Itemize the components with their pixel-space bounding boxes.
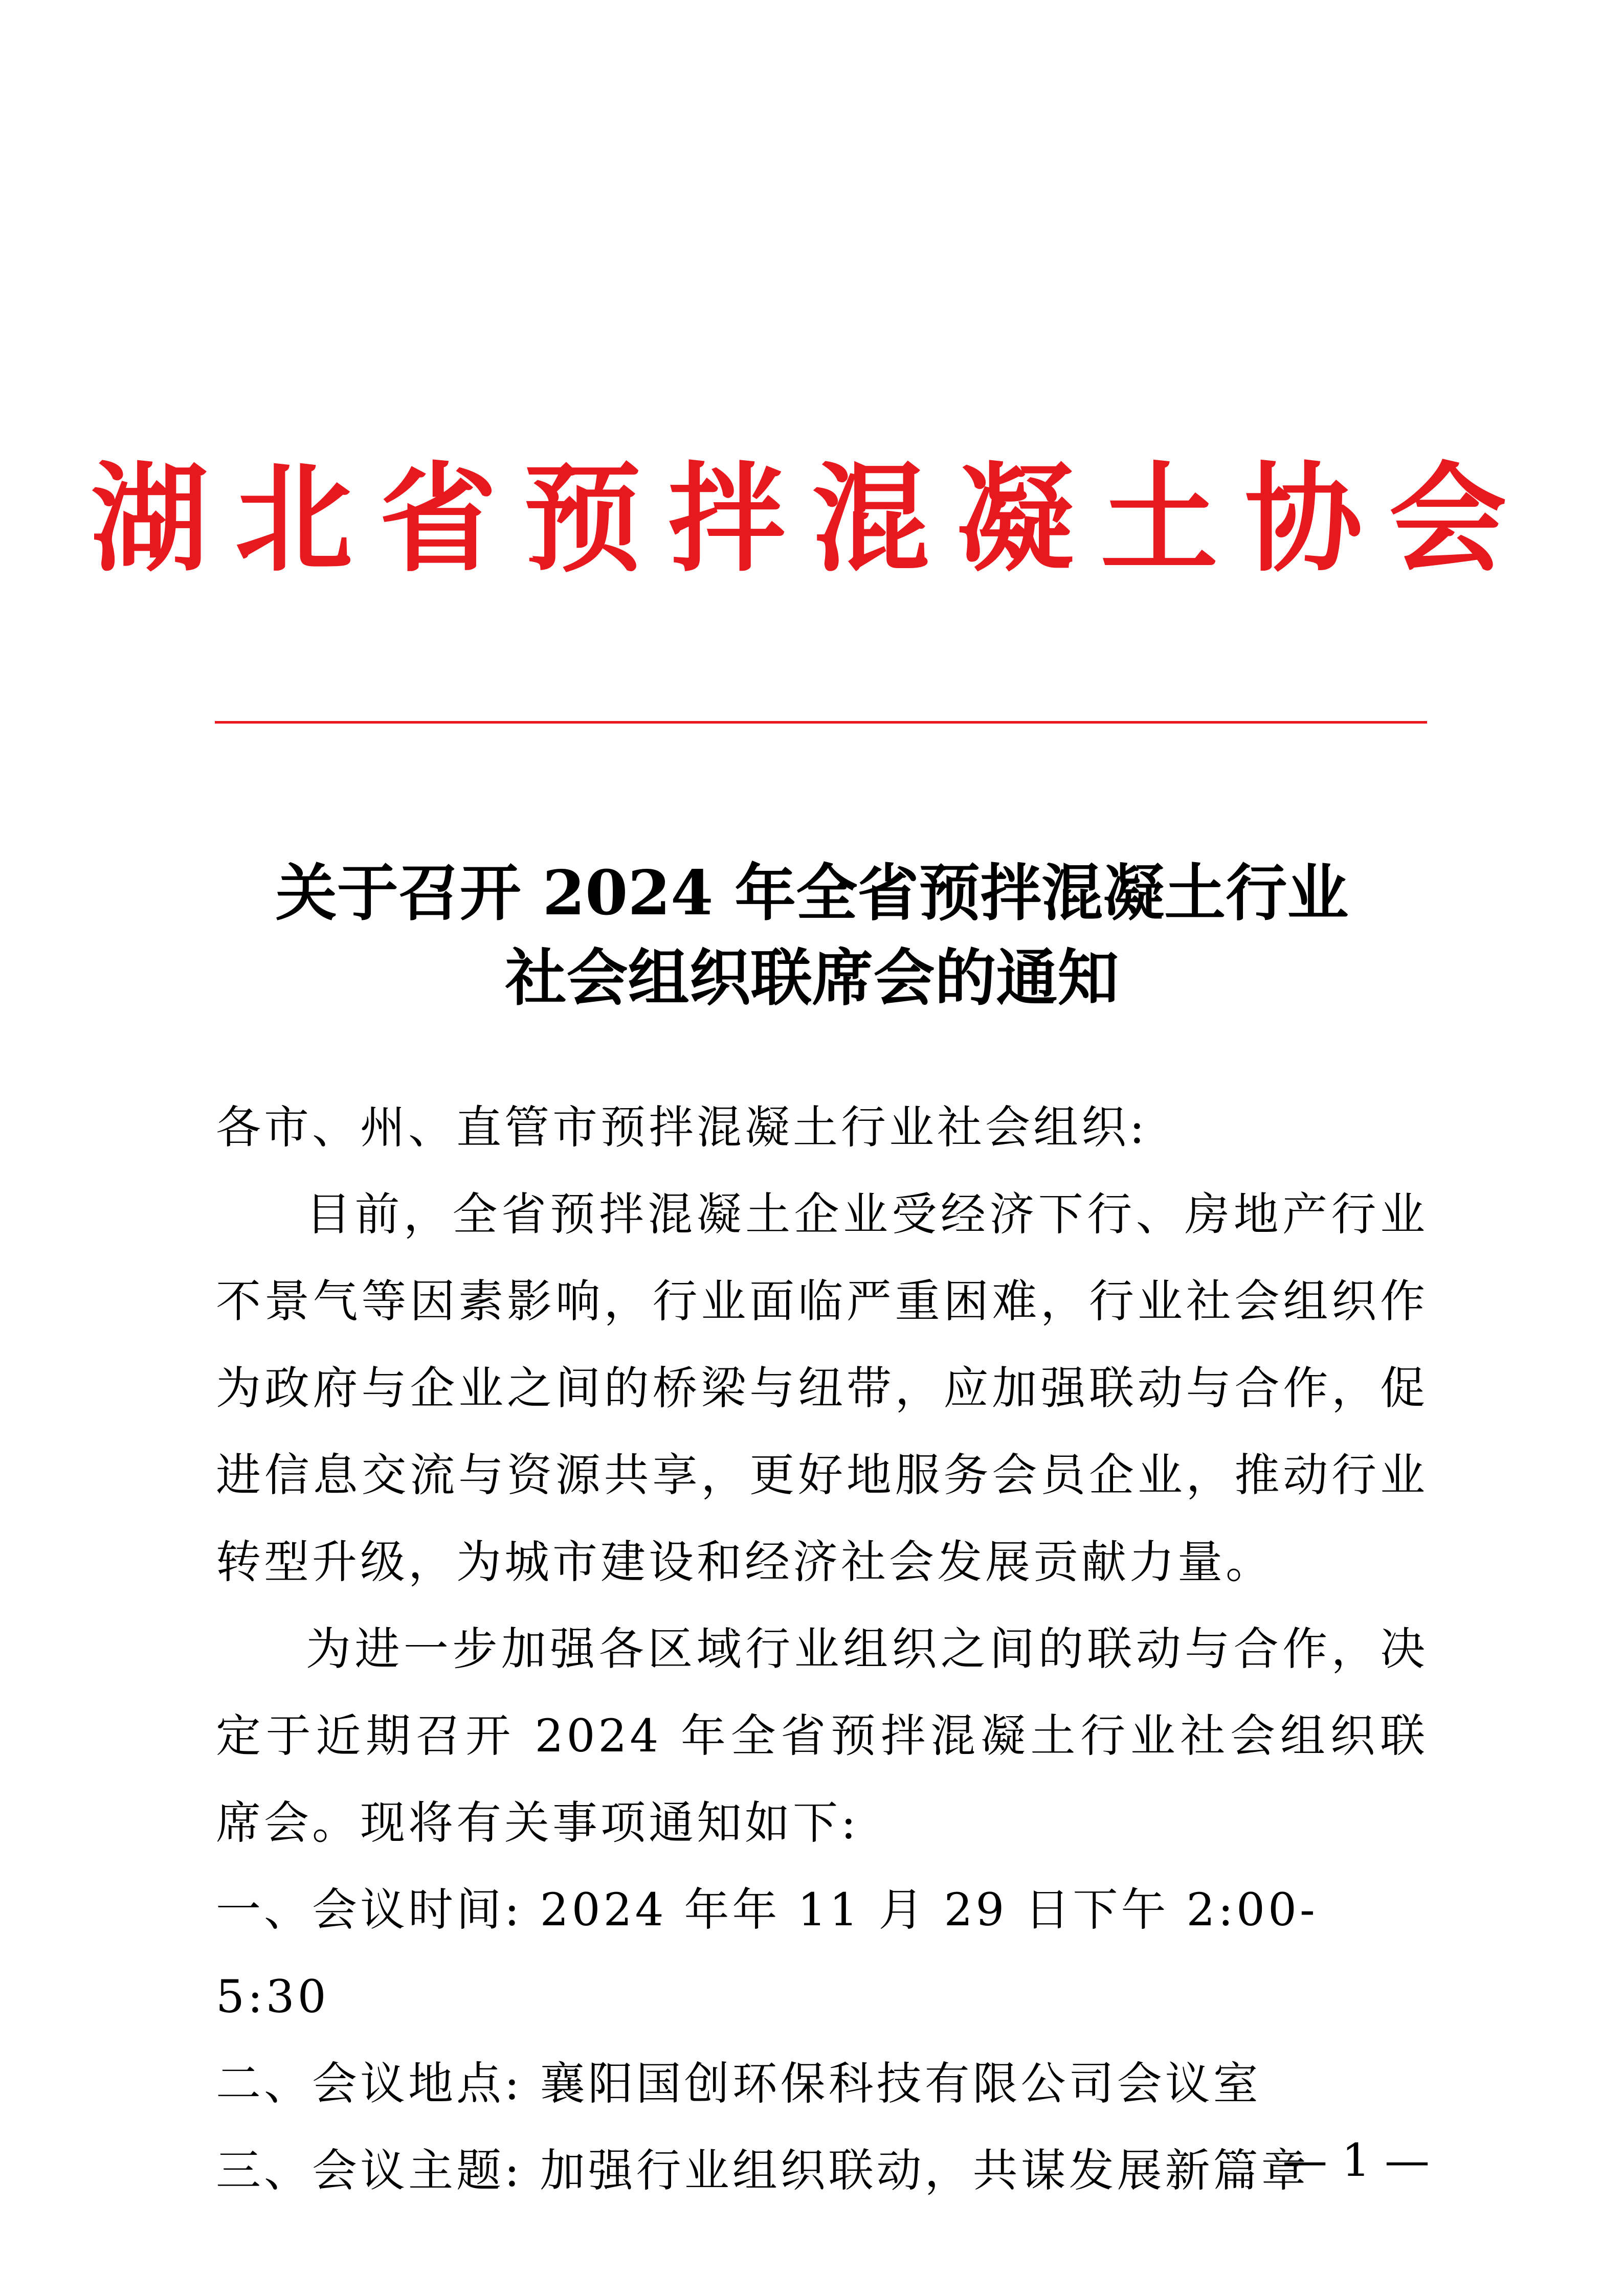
document-title-line-2: 社会组织联席会的通知 [505,942,1119,1014]
document-title-line-1: 关于召开 2024 年全省预拌混凝土行业 [275,857,1349,929]
organization-header: 湖北省预拌混凝土协会 [91,450,1533,588]
document-body [216,1084,1428,2214]
meeting-time-item: 一、会议时间: 2024 年年 11 月 29 日下午 2:00-5:30 [216,1883,1318,2023]
meeting-location-item: 二、会议地点: 襄阳国创环保科技有限公司会议室 [216,2057,1261,2110]
header-divider [215,721,1427,724]
body-paragraph-1: 目前，全省预拌混凝土企业受经济下行、房地产行业不景气等因素影响，行业面临严重困难，行业社会组织作为政府与企业之间的桥梁与纽带，应加强联动与合作，促进信息交流与资源共享，更好地服务会员企业，推动行业转型升级，为城市建设和经济社会发展贡献力量。 [216,1188,1428,1588]
body-paragraph-2: 为进一步加强各区域行业组织之间的联动与合作，决定于近期召开 2024 年全省预拌混凝土行业社会组织联席会。现将有关事项通知如下: [216,1623,1428,1849]
meeting-theme-item: 三、会议主题: 加强行业组织联动，共谋发展新篇章 [216,2144,1309,2197]
page-number: — 1 — [1282,2134,1430,2187]
salutation: 各市、州、直管市预拌混凝土行业社会组织: [216,1101,1148,1154]
